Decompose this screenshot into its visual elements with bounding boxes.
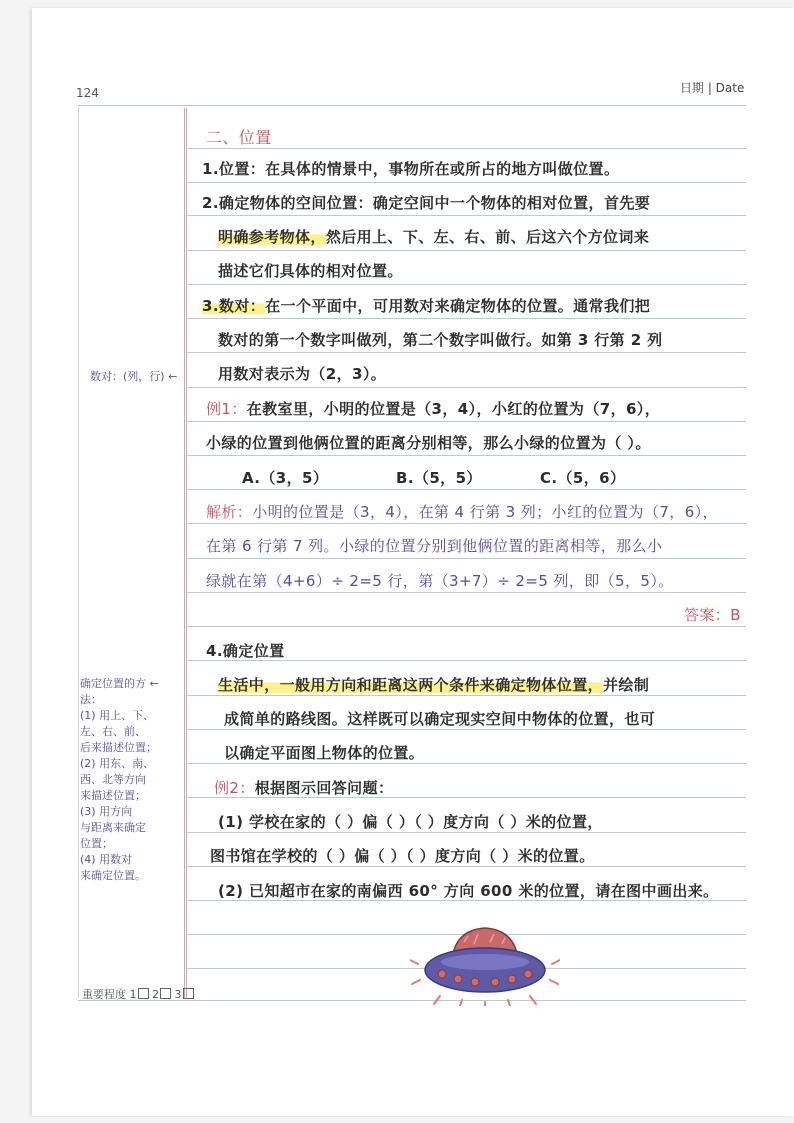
example-2-line	[214, 777, 393, 798]
example-2-q1-line-2: 图书馆在学校的（ ）偏（ ）（ ）度方向（ ）米的位置。	[210, 847, 595, 865]
item-4-line-1-rest: 并绘制	[603, 676, 650, 694]
importance-level-3: 3	[174, 988, 182, 1001]
checkbox-1[interactable]	[138, 988, 149, 999]
side-note-line: 与距离来确定	[80, 821, 146, 834]
item-3-line-2: 数对的第一个数字叫做列，第二个数字叫做行。如第 3 行第 2 列	[218, 331, 663, 349]
option-a: A.（3，5）	[242, 469, 329, 487]
example-1-line-2: 小绿的位置到他俩位置的距离分别相等，那么小绿的位置为（ ）。	[206, 434, 651, 452]
item-4-line-1	[218, 674, 649, 695]
ruled-line	[186, 695, 746, 696]
item-4-line-3: 以确定平面图上物体的位置。	[224, 744, 425, 762]
ruled-line	[186, 489, 746, 490]
side-note-line: (3) 用方向	[80, 805, 133, 818]
highlight-reference-object: 明确参考物体，	[218, 228, 326, 246]
item-3-line-1	[202, 295, 650, 316]
side-note-line: (2) 用东、南、	[80, 757, 155, 770]
analysis-label: 解析：	[206, 503, 253, 521]
analysis-line-2: 在第 6 行第 7 列。小绿的位置分别到他俩位置的距离相等，那么小	[206, 537, 663, 555]
item-2-line-1: 2.确定物体的空间位置：确定空间中一个物体的相对位置，首先要	[202, 194, 651, 212]
checkbox-2[interactable]	[160, 988, 171, 999]
ruled-line	[186, 626, 746, 627]
example-1-line-1	[206, 398, 660, 419]
left-border	[78, 108, 79, 998]
ruled-line	[186, 318, 746, 319]
date-label: 日期 | Date	[680, 81, 745, 95]
analysis-line-3: 绿就在第（4+6）÷ 2=5 行，第（3+7）÷ 2=5 列，即（5，5）。	[206, 572, 674, 590]
side-note-line: 后来描述位置；	[80, 741, 157, 754]
example-2-question: 根据图示回答问题：	[254, 779, 394, 797]
side-note-line: 法：	[80, 693, 102, 706]
side-note-line: 西、北等方向	[80, 773, 146, 786]
analysis-line-1	[206, 501, 718, 522]
ruled-line	[186, 182, 746, 183]
ruled-line	[186, 558, 746, 559]
option-b: B.（5，5）	[396, 469, 482, 487]
side-note-methods	[80, 676, 159, 884]
example-1-question: 在教室里，小明的位置是（3，4），小红的位置为（7，6），	[246, 400, 661, 418]
side-note-line: 来描述位置；	[80, 789, 146, 802]
example-2-label: 例2：	[214, 779, 255, 797]
pair-label: 3.数对：	[202, 297, 266, 315]
highlight-direction-distance: 生活中，一般用方向和距离这两个条件来确定物体位置，	[218, 676, 604, 694]
ruled-line	[186, 387, 746, 388]
ruled-line	[186, 455, 746, 456]
margin-line	[184, 108, 187, 998]
example-1-label: 例1：	[206, 400, 247, 418]
ruled-line	[186, 592, 746, 593]
side-note-line: 确定位置的方 ←	[80, 677, 159, 690]
example-2-q2: (2) 已知超市在家的南偏西 60° 方向 600 米的位置，请在图中画出来。	[218, 882, 719, 900]
item-1-text: 1.位置：在具体的情景中，事物所在或所占的地方叫做位置。	[202, 160, 620, 178]
ruled-line	[186, 284, 746, 285]
page-number: 124	[76, 86, 99, 100]
example-2-q1-line-1: (1) 学校在家的（ ）偏（ ）（ ）度方向（ ）米的位置，	[218, 813, 603, 831]
ruled-line	[186, 523, 746, 524]
side-note-line: 左、右、前、	[80, 725, 146, 738]
ufo-sticker-icon	[410, 922, 560, 1006]
importance-label: 重要程度	[82, 988, 126, 1001]
option-c: C.（5，6）	[540, 469, 626, 487]
item-3-line-3: 用数对表示为（2，3）。	[218, 365, 387, 383]
ruled-line	[186, 832, 746, 833]
side-note-line: (4) 用数对	[80, 853, 133, 866]
item-2-line-2-rest: 然后用上、下、左、右、前、后这六个方位词来	[325, 228, 650, 246]
side-note-line: 位置；	[80, 837, 113, 850]
item-4-title: 4.确定位置	[206, 642, 285, 660]
ruled-line	[186, 148, 746, 149]
checkbox-3[interactable]	[183, 988, 194, 999]
side-note-pair: 数对：(列，行) ←	[90, 370, 178, 383]
item-3-line-1-rest: 在一个平面中，可用数对来确定物体的位置。通常我们把	[265, 297, 651, 315]
ruled-line	[186, 352, 746, 353]
item-2-line-3: 描述它们具体的相对位置。	[218, 262, 403, 280]
importance-level-2: 2	[152, 988, 159, 1001]
ruled-line	[186, 421, 746, 422]
importance-rating	[82, 986, 194, 1002]
answer: 答案：B	[684, 606, 741, 624]
importance-level-1: 1	[129, 988, 137, 1001]
header-rule	[78, 105, 746, 106]
section-title: 二、位置	[206, 128, 272, 147]
item-4-line-2: 成简单的路线图。这样既可以确定现实空间中物体的位置，也可	[224, 710, 656, 728]
ruled-line	[186, 729, 746, 730]
ruled-line	[186, 215, 746, 216]
side-note-line: 来确定位置。	[80, 869, 146, 882]
ruled-line	[186, 866, 746, 867]
side-note-line: (1) 用上、下、	[80, 709, 155, 722]
ruled-line	[186, 250, 746, 251]
analysis-text-1: 小明的位置是（3，4），在第 4 行第 3 列；小红的位置为（7，6），	[252, 503, 718, 521]
item-2-line-2	[218, 226, 649, 247]
ruled-line	[186, 763, 746, 764]
